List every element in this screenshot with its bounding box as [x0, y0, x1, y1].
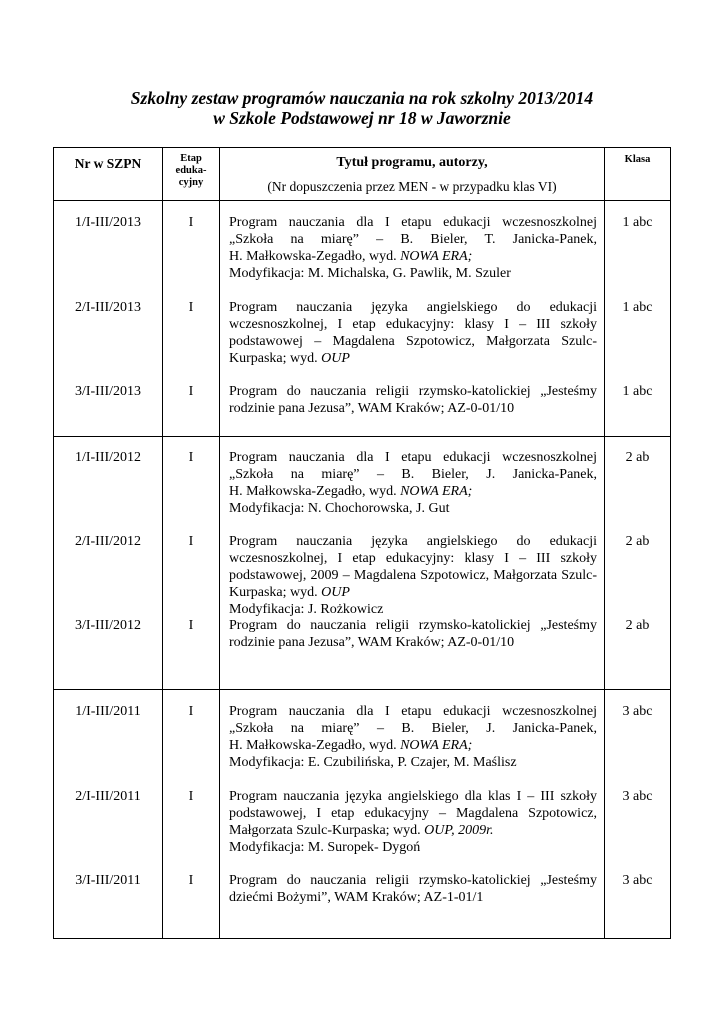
program-description-line: Modyfikacja: M. Suropek- Dygoń: [229, 840, 421, 855]
header-nr: Nr w SZPN: [54, 148, 163, 201]
program-description: [220, 872, 604, 906]
education-stage: I: [188, 215, 194, 230]
tytul-col: [220, 201, 604, 436]
education-stage: I: [188, 384, 194, 399]
tytul-col: [220, 690, 604, 938]
program-description-line: Program nauczania języka angielskiego dla klas I – III szkoły: [229, 789, 597, 804]
program-description-line: Program nauczania języka angielskiego do edukacji: [229, 534, 597, 549]
class-label: 1 abc: [622, 384, 653, 399]
program-description-line: H. Małkowska-Zegadło, wyd. NOWA ERA;: [229, 249, 473, 264]
class-label: 2 ab: [625, 450, 650, 465]
title-line-2: w Szkole Podstawowej nr 18 w Jaworznie: [213, 108, 511, 128]
nr-col: [54, 690, 162, 938]
tytul-col: [220, 437, 604, 689]
publisher-name: OUP: [321, 585, 350, 600]
class-label: 2 ab: [625, 534, 650, 549]
program-description-line: Modyfikacja: M. Michalska, G. Pawlik, M. Szuler: [229, 266, 511, 281]
program-description: [220, 533, 604, 618]
programs-table: [53, 147, 671, 939]
program-description: [220, 449, 604, 517]
etap-col: [163, 201, 219, 436]
program-description-line: Modyfikacja: N. Chochorowska, J. Gut: [229, 501, 450, 516]
section-2012: [54, 437, 671, 690]
program-number: 1/I-III/2013: [74, 215, 142, 230]
class-label: 1 abc: [622, 215, 653, 230]
program-description-line: Małgorzata Szulc-Kurpaska; wyd. OUP, 2009r.: [229, 823, 494, 838]
program-description: [220, 703, 604, 771]
klasa-col: [605, 437, 670, 689]
nr-col: [54, 437, 162, 689]
program-description-line: podstawowej – Magdalena Szpotowicz, Małgorzata Szulc-: [229, 334, 597, 349]
header-tytul: [220, 148, 605, 201]
header-etap: [163, 148, 220, 201]
program-description-line: rodzinie pana Jezusa”, WAM Kraków; AZ-0-01/10: [229, 635, 515, 650]
program-description-line: wczesnoszkolnej, I etap edukacyjny: klasy I – III szkoły: [229, 317, 597, 332]
program-description: [220, 617, 604, 651]
program-description-line: podstawowej, I etap edukacyjny – Magdalena Szpotowicz,: [229, 806, 597, 821]
program-description: [220, 383, 604, 417]
header-etap-line2: eduka-: [175, 165, 207, 176]
program-description-line: dziećmi Bożymi”, WAM Kraków; AZ-1-01/1: [229, 890, 484, 905]
nr-col: [54, 201, 162, 436]
education-stage: I: [188, 450, 194, 465]
program-description-line: Modyfikacja: E. Czubilińska, P. Czajer, M. Maślisz: [229, 755, 517, 770]
education-stage: I: [188, 300, 194, 315]
program-description-line: H. Małkowska-Zegadło, wyd. NOWA ERA;: [229, 738, 473, 753]
program-description-line: Program nauczania dla I etapu edukacji wczesnoszkolnej: [229, 215, 597, 230]
program-number: 3/I-III/2011: [75, 873, 141, 888]
table-header-row: [54, 148, 671, 201]
program-description: [220, 214, 604, 282]
class-label: 3 abc: [622, 704, 653, 719]
program-description: [220, 788, 604, 856]
publisher-name: OUP: [321, 351, 350, 366]
program-description-line: Kurpaska; wyd. OUP: [229, 585, 350, 600]
program-description-line: Program do nauczania religii rzymsko-katolickiej „Jesteśmy: [229, 873, 597, 888]
program-description-line: Program do nauczania religii rzymsko-katolickiej „Jesteśmy: [229, 618, 597, 633]
etap-col: [163, 690, 219, 938]
program-description-line: Program nauczania języka angielskiego do edukacji: [229, 300, 597, 315]
program-number: 1/I-III/2011: [75, 704, 141, 719]
header-klasa: Klasa: [605, 148, 671, 201]
header-tytul-subtitle: (Nr dopuszczenia przez MEN - w przypadku klas VI): [267, 179, 557, 194]
section-2011: [54, 690, 671, 939]
program-description: [220, 299, 604, 367]
education-stage: I: [188, 618, 194, 633]
class-label: 2 ab: [625, 618, 650, 633]
klasa-col: [605, 690, 670, 938]
title-line-1: Szkolny zestaw programów nauczania na rok szkolny 2013/2014: [130, 88, 594, 108]
klasa-col: [605, 201, 670, 436]
program-description-line: Program do nauczania religii rzymsko-katolickiej „Jesteśmy: [229, 384, 597, 399]
program-description-line: Program nauczania dla I etapu edukacji wczesnoszkolnej: [229, 704, 597, 719]
class-label: 1 abc: [622, 300, 653, 315]
program-number: 1/I-III/2012: [74, 450, 142, 465]
education-stage: I: [188, 789, 194, 804]
program-description-line: Modyfikacja: J. Rożkowicz: [229, 602, 384, 617]
class-label: 3 abc: [622, 873, 653, 888]
program-number: 3/I-III/2013: [74, 384, 142, 399]
publisher-name: NOWA ERA;: [400, 738, 473, 753]
program-description-line: podstawowej, 2009 – Magdalena Szpotowicz, Małgorzata Szulc-: [229, 568, 597, 583]
education-stage: I: [188, 534, 194, 549]
education-stage: I: [188, 873, 194, 888]
program-number: 2/I-III/2011: [75, 789, 141, 804]
document-title: [0, 88, 724, 128]
section-2013: [54, 201, 671, 437]
header-tytul-title: Tytuł programu, autorzy,: [336, 155, 488, 170]
class-label: 3 abc: [622, 789, 653, 804]
program-number: 3/I-III/2012: [74, 618, 142, 633]
publisher-name: OUP, 2009r.: [424, 823, 494, 838]
program-description-line: Program nauczania dla I etapu edukacji wczesnoszkolnej: [229, 450, 597, 465]
program-description-line: „Szkoła na miarę” – B. Bieler, J. Janicka-Panek,: [229, 721, 597, 736]
education-stage: I: [188, 704, 194, 719]
header-etap-line3: cyjny: [178, 177, 204, 188]
program-description-line: „Szkoła na miarę” – B. Bieler, J. Janicka-Panek,: [229, 467, 597, 482]
program-number: 2/I-III/2013: [74, 300, 142, 315]
program-description-line: Kurpaska; wyd. OUP: [229, 351, 350, 366]
program-number: 2/I-III/2012: [74, 534, 142, 549]
header-etap-line1: Etap: [180, 153, 202, 164]
program-description-line: rodzinie pana Jezusa”, WAM Kraków; AZ-0-01/10: [229, 401, 515, 416]
program-description-line: H. Małkowska-Zegadło, wyd. NOWA ERA;: [229, 484, 473, 499]
program-description-line: „Szkoła na miarę” – B. Bieler, T. Janicka-Panek,: [229, 232, 597, 247]
etap-col: [163, 437, 219, 689]
program-description-line: wczesnoszkolnej, I etap edukacyjny: klasy I – III szkoły: [229, 551, 597, 566]
publisher-name: NOWA ERA;: [400, 484, 473, 499]
publisher-name: NOWA ERA;: [400, 249, 473, 264]
